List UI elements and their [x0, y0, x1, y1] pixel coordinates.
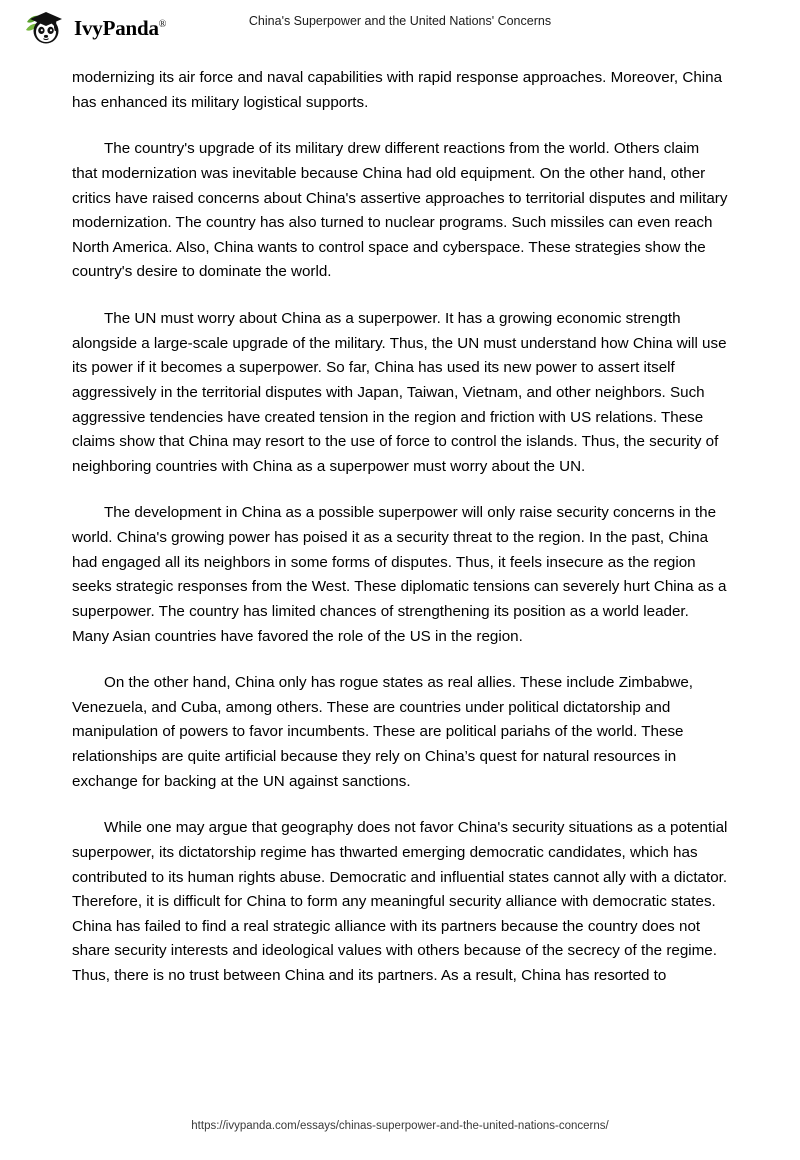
paragraph: The country's upgrade of its military drew different reactions from the world. Others claim that modernization was inevitable because China had old equipment. On the other hand, other critics have raised concerns about China's assertive approaches to territorial disputes and military modernization. The country has also turned to nuclear programs. Such missiles can even reach North America. Also, China wants to control space and cyberspace. These strategies show the country's desire to dominate the world. [72, 140, 728, 281]
brand-logo[interactable] [24, 8, 166, 48]
graduation-panda-logo-icon [24, 8, 66, 48]
page-title: China's Superpower and the United Nations' Concerns [248, 14, 552, 28]
source-url-link[interactable]: https://ivypanda.com/essays/chinas-superpower-and-the-united-nations-concerns/ [191, 1120, 609, 1132]
page-header [0, 0, 800, 56]
paragraph: The development in China as a possible superpower will only raise security concerns in the world. China's growing power has poised it as a security threat to the region. In the past, China had engaged all its neighbors in some forms of disputes. Thus, it feels insecure as the region seeks strategic responses from the West. These diplomatic tensions can severely hurt China as a superpower. The country has limited chances of strengthening its position as a world leader. Many Asian countries have favored the role of the US in the region. [72, 504, 727, 645]
paragraph: While one may argue that geography does not favor China's security situations as a potential superpower, its dictatorship regime has thwarted emerging democratic candidates, which has contributed to its human rights abuse. Democratic and influential states cannot ally with a dictator. Therefore, it is difficult for China to form any meaningful security alliance with democratic states. China has failed to find a real strategic alliance with its partners because the country does not share security interests and ideological values with others because of the secrecy of the regime. Thus, there is no trust between China and its partners. As a result, China has resorted to [72, 819, 728, 984]
paragraph: modernizing its air force and naval capabilities with rapid response approaches. Moreover, China has enhanced its military logistical supports. [72, 69, 723, 111]
document-body [72, 66, 728, 1011]
page-footer [0, 1116, 800, 1134]
registered-mark: ® [158, 18, 167, 30]
brand-name-text: IvyPanda [74, 15, 159, 40]
paragraph: On the other hand, China only has rogue states as real allies. These include Zimbabwe, Venezuela, and Cuba, among others. These are countries under political dictatorship and manipulation of powers to favor incumbents. These are political pariahs of the world. These relationships are quite artificial because they rely on China’s quest for natural resources in exchange for backing at the UN against sanctions. [72, 674, 693, 790]
brand-name [74, 16, 166, 41]
paragraph: The UN must worry about China as a superpower. It has a growing economic strength alongside a large-scale upgrade of the military. Thus, the UN must understand how China will use its power if it becomes a superpower. So far, China has used its new power to assert itself aggressively in the territorial disputes with Japan, Taiwan, Vietnam, and other neighbors. Such aggressive tendencies have created tension in the region and friction with US relations. These claims show that China may resort to the use of force to control the islands. Thus, the security of neighboring countries with China as a superpower must worry about the UN. [72, 310, 727, 475]
